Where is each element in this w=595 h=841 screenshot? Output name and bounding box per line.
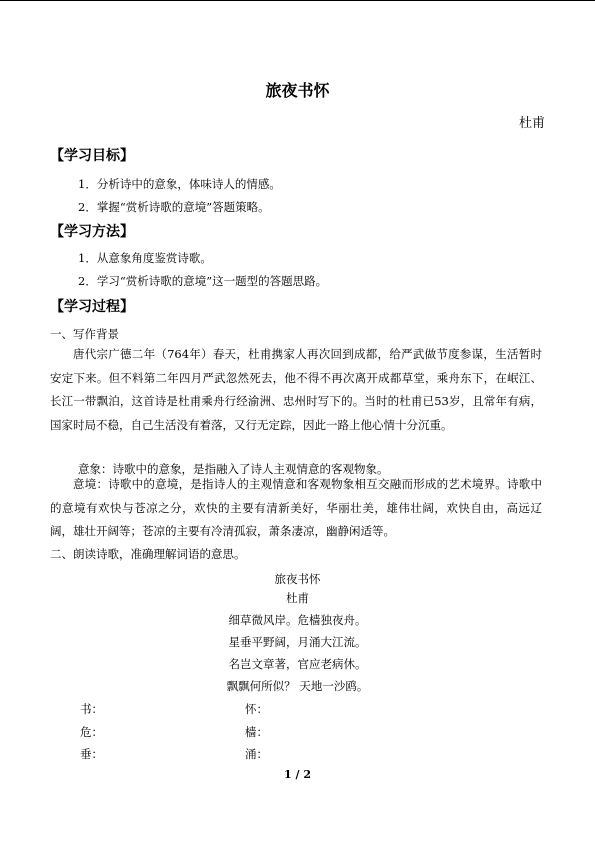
poem-title: 旅夜书怀 <box>274 572 321 586</box>
poem-line: 名岂文章著，官应老病休。 <box>228 657 367 671</box>
method-item: 2．学习“赏析诗歌的意境”这一题型的答题思路。 <box>78 274 328 288</box>
poem-line: 飘飘何所似？ 天地一沙鸥。 <box>226 679 369 693</box>
background-paragraph: 唐代宗广德二年（764年）春天，杜甫携家人再次回到成都，给严武做节度参谋，生活暂时安定下来。但不料第二年四月严武忽然死去，他不得不再次离开成都草堂，乘舟东下，在岷江、长江一带飘泊，这首诗是杜甫乘舟行经渝洲、忠州时写下的。当时的杜甫已53岁，且常年有病，国家时局不稳，自己生活没有着落，又行无定踪，因此一路上他心情十分沉重。 <box>50 347 542 432</box>
poem-line: 细草微风岸。危樯独夜舟。 <box>228 613 367 627</box>
document-title: 旅夜书怀 <box>265 81 330 100</box>
top-border-line <box>0 0 595 1</box>
background-title: 一、写作背景 <box>50 327 119 341</box>
vocab-item: 垂： <box>80 747 103 761</box>
vocab-item: 书： <box>80 702 103 716</box>
reading-title: 二、朗读诗歌，准确理解词语的意思。 <box>50 547 246 561</box>
goal-item: 1．分析诗中的意象，体味诗人的情感。 <box>78 177 281 191</box>
method-item: 1．从意象角度鉴赏诗歌。 <box>78 251 212 265</box>
goal-item: 2．掌握“赏析诗歌的意境”答题策略。 <box>78 200 270 214</box>
vocab-item: 危： <box>80 725 103 739</box>
imagery-definition: 意象：诗歌中的意象，是指融入了诗人主观情意的客观物象。 <box>78 462 389 476</box>
poem-line: 星垂平野阔，月涌大江流。 <box>228 635 367 649</box>
mood-definition: 意境：诗歌中的意境，是指诗人的主观情意和客观物象相互交融而形成的艺术境界。诗歌中的意境有欢快与苍凉之分，欢快的主要有清新美好，华丽壮美，雄伟壮阔，欢快自由，高远辽阔，雄壮开阔等；苍凉的主要有冷清孤寂，萧条凄凉，幽静闲适等。 <box>50 477 542 539</box>
vocab-item: 樯： <box>245 725 268 739</box>
goals-heading: 【学习目标】 <box>50 148 134 164</box>
poem-author: 杜甫 <box>286 591 309 605</box>
page-number: 1 / 2 <box>284 768 311 781</box>
vocab-item: 怀： <box>245 702 268 716</box>
methods-heading: 【学习方法】 <box>50 224 134 240</box>
vocab-item: 涌： <box>245 747 268 761</box>
document-author: 杜甫 <box>518 116 545 131</box>
process-heading: 【学习过程】 <box>50 299 134 315</box>
